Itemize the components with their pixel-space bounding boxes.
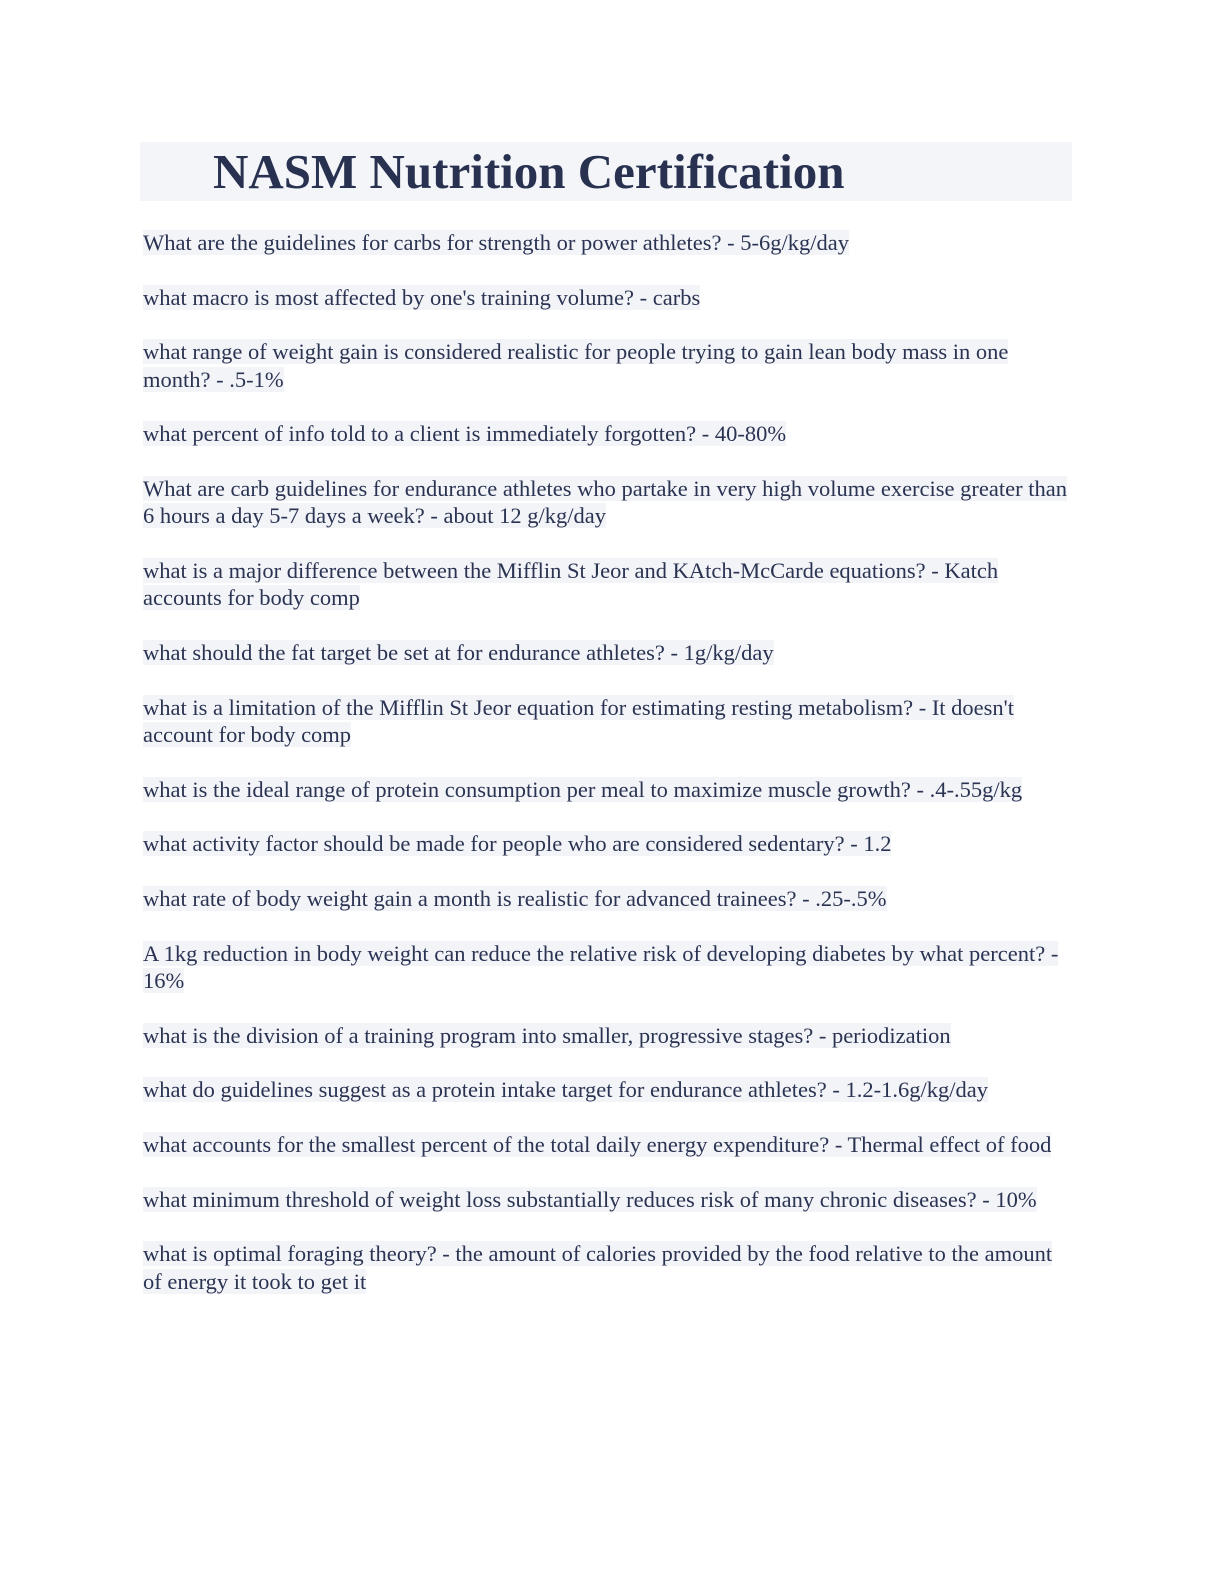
qa-item-12	[143, 940, 1073, 995]
qa-item-9	[143, 776, 1073, 803]
qa-text: what percent of info told to a client is immediately forgotten? - 40-80%	[143, 421, 787, 447]
qa-item-4	[143, 420, 1073, 447]
qa-item-17	[143, 1240, 1073, 1295]
qa-item-1	[143, 229, 1073, 256]
qa-text: what accounts for the smallest percent of the total daily energy expenditure? - Thermal effect of food	[143, 1132, 1052, 1158]
qa-text: what do guidelines suggest as a protein intake target for endurance athletes? - 1.2-1.6g/kg/day	[143, 1077, 988, 1103]
qa-item-5	[143, 475, 1073, 530]
qa-item-3	[143, 338, 1073, 393]
qa-text: what macro is most affected by one's training volume? - carbs	[143, 284, 701, 310]
qa-item-10	[143, 830, 1073, 857]
qa-text: what is the division of a training program into smaller, progressive stages? - periodization	[143, 1022, 951, 1048]
qa-item-7	[143, 639, 1073, 666]
qa-item-11	[143, 885, 1073, 912]
qa-text: A 1kg reduction in body weight can reduce the relative risk of developing diabetes by what percent? - 16%	[143, 940, 1059, 994]
page-title: NASM Nutrition Certification	[213, 144, 845, 199]
qa-item-8	[143, 694, 1073, 749]
qa-item-2	[143, 284, 1073, 311]
qa-text: what is the ideal range of protein consumption per meal to maximize muscle growth? - .4-.55g/kg	[143, 776, 1023, 802]
qa-text: what should the fat target be set at for endurance athletes? - 1g/kg/day	[143, 640, 774, 666]
qa-text: what minimum threshold of weight loss substantially reduces risk of many chronic diseases? - 10%	[143, 1186, 1037, 1212]
qa-text: what range of weight gain is considered realistic for people trying to gain lean body mass in one month? - .5-1%	[143, 339, 1009, 392]
qa-item-6	[143, 557, 1073, 612]
qa-text: what activity factor should be made for people who are considered sedentary? - 1.2	[143, 831, 892, 857]
qa-text: what is a limitation of the Mifflin St Jeor equation for estimating resting metabolism? - It doesn't account for body comp	[143, 694, 1014, 747]
qa-text: what is a major difference between the Mifflin St Jeor and KAtch-McCarde equations? - Katch accounts for body comp	[143, 558, 999, 611]
qa-item-16	[143, 1186, 1073, 1213]
qa-text: what is optimal foraging theory? - the amount of calories provided by the food relative to the amount of energy it took to get it	[143, 1241, 1053, 1294]
qa-list	[143, 229, 1073, 1322]
qa-text: What are carb guidelines for endurance athletes who partake in very high volume exercise greater than 6 hours a day 5-7 days a week? - about 12 g/kg/day	[143, 476, 1067, 529]
title-banner	[140, 142, 1072, 201]
qa-item-14	[143, 1076, 1073, 1103]
qa-item-13	[143, 1022, 1073, 1049]
qa-item-15	[143, 1131, 1073, 1158]
qa-text: What are the guidelines for carbs for strength or power athletes? - 5-6g/kg/day	[143, 230, 849, 255]
qa-text: what rate of body weight gain a month is realistic for advanced trainees? - .25-.5%	[143, 886, 887, 912]
